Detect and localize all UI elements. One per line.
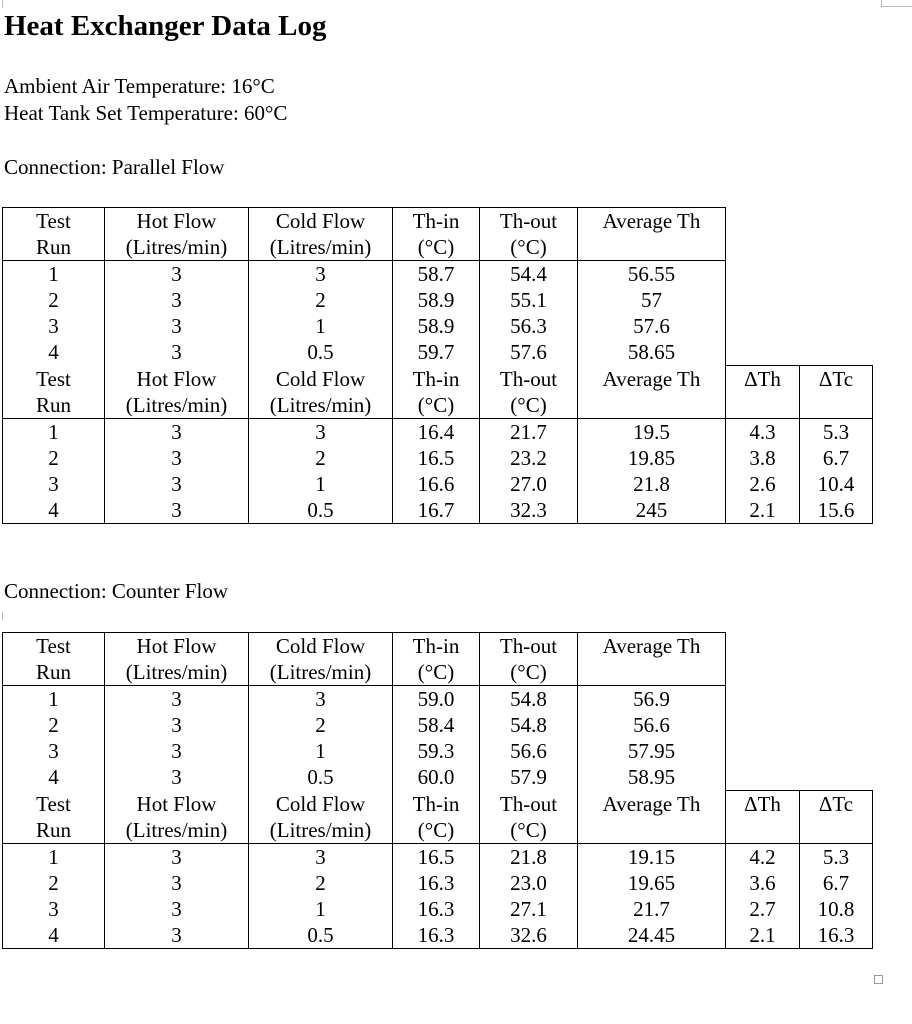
table-cell: 0.5 bbox=[249, 922, 393, 949]
table-cell: 2 bbox=[249, 712, 393, 738]
table-cell: 1 bbox=[3, 261, 105, 288]
table-row bbox=[3, 712, 873, 738]
page-title: Heat Exchanger Data Log bbox=[4, 10, 327, 42]
column-header: Th-in bbox=[393, 208, 480, 235]
table-cell: 2.1 bbox=[726, 497, 800, 524]
empty-cell bbox=[800, 659, 873, 686]
table-cell: 3 bbox=[249, 686, 393, 713]
table-cell: 3 bbox=[105, 844, 249, 871]
table-row bbox=[3, 922, 873, 949]
table-cell: 2 bbox=[249, 445, 393, 471]
table-cell: 1 bbox=[249, 471, 393, 497]
table-row bbox=[3, 261, 873, 288]
table-cell: 2.1 bbox=[726, 922, 800, 949]
table-header-row bbox=[3, 208, 873, 235]
column-header: Average Th bbox=[578, 791, 726, 818]
table-cell: 3 bbox=[105, 313, 249, 339]
table-header-row bbox=[3, 659, 873, 686]
table-cell: 3 bbox=[105, 445, 249, 471]
table-cell: 5.3 bbox=[800, 419, 873, 446]
table-cell: 19.5 bbox=[578, 419, 726, 446]
page-margin-mark bbox=[2, 612, 3, 620]
table-cell: 1 bbox=[3, 686, 105, 713]
page-corner-mark bbox=[881, 0, 912, 7]
table-cell: 58.95 bbox=[578, 764, 726, 791]
table-cell: 2 bbox=[3, 712, 105, 738]
column-header: Test bbox=[3, 633, 105, 660]
table-cell: 15.6 bbox=[800, 497, 873, 524]
column-header: (Litres/min) bbox=[105, 659, 249, 686]
table-cell: 32.3 bbox=[480, 497, 578, 524]
table-resize-handle[interactable] bbox=[874, 975, 883, 984]
table-cell: 3 bbox=[105, 261, 249, 288]
table-cell: 0.5 bbox=[249, 497, 393, 524]
column-header: Test bbox=[3, 791, 105, 818]
column-header: (°C) bbox=[480, 392, 578, 419]
table-cell: 21.7 bbox=[480, 419, 578, 446]
ambient-temperature: Ambient Air Temperature: 16°C bbox=[4, 74, 275, 98]
table-cell: 3 bbox=[105, 922, 249, 949]
column-header: (°C) bbox=[393, 659, 480, 686]
table-cell: 19.85 bbox=[578, 445, 726, 471]
table-cell: 56.6 bbox=[480, 738, 578, 764]
empty-cell bbox=[726, 764, 800, 791]
table-cell: 3 bbox=[105, 764, 249, 791]
column-header: Run bbox=[3, 659, 105, 686]
data-table-parallel bbox=[2, 207, 873, 524]
table-cell: 1 bbox=[249, 896, 393, 922]
table-cell: 4.3 bbox=[726, 419, 800, 446]
table-cell: 23.0 bbox=[480, 870, 578, 896]
table-cell: 16.4 bbox=[393, 419, 480, 446]
column-header: Hot Flow bbox=[105, 208, 249, 235]
table-cell: 5.3 bbox=[800, 844, 873, 871]
column-header: Cold Flow bbox=[249, 633, 393, 660]
table-row bbox=[3, 471, 873, 497]
empty-cell bbox=[800, 738, 873, 764]
empty-cell bbox=[726, 686, 800, 713]
table-cell: 1 bbox=[249, 313, 393, 339]
column-header: Run bbox=[3, 817, 105, 844]
column-header: (°C) bbox=[480, 817, 578, 844]
column-header: Th-out bbox=[480, 791, 578, 818]
table-cell: 59.3 bbox=[393, 738, 480, 764]
table-cell: 3.8 bbox=[726, 445, 800, 471]
table-cell: 2 bbox=[249, 870, 393, 896]
column-header bbox=[726, 817, 800, 844]
column-header: Run bbox=[3, 234, 105, 261]
table-cell: 21.8 bbox=[578, 471, 726, 497]
column-header bbox=[578, 392, 726, 419]
column-header: (°C) bbox=[393, 817, 480, 844]
table-cell: 0.5 bbox=[249, 339, 393, 366]
table-cell: 57.95 bbox=[578, 738, 726, 764]
table-cell: 57.6 bbox=[480, 339, 578, 366]
table-cell: 60.0 bbox=[393, 764, 480, 791]
table-row bbox=[3, 896, 873, 922]
table-cell: 3 bbox=[105, 896, 249, 922]
empty-cell bbox=[800, 686, 873, 713]
table-cell: 4 bbox=[3, 922, 105, 949]
connection-label-counter: Connection: Counter Flow bbox=[4, 579, 228, 603]
empty-cell bbox=[726, 234, 800, 261]
table-cell: 10.8 bbox=[800, 896, 873, 922]
table-cell: 2.7 bbox=[726, 896, 800, 922]
table-cell: 56.9 bbox=[578, 686, 726, 713]
table-cell: 58.65 bbox=[578, 339, 726, 366]
table-cell: 4 bbox=[3, 497, 105, 524]
column-header: Cold Flow bbox=[249, 791, 393, 818]
empty-cell bbox=[726, 339, 800, 366]
table-cell: 54.8 bbox=[480, 712, 578, 738]
column-header: ΔTh bbox=[726, 791, 800, 818]
table-cell: 3 bbox=[249, 419, 393, 446]
table-row bbox=[3, 870, 873, 896]
table-row bbox=[3, 419, 873, 446]
table-cell: 57.9 bbox=[480, 764, 578, 791]
table-cell: 16.3 bbox=[393, 870, 480, 896]
table-header-row bbox=[3, 791, 873, 818]
column-header: Test bbox=[3, 366, 105, 393]
data-table-counter bbox=[2, 632, 873, 949]
table-cell: 32.6 bbox=[480, 922, 578, 949]
column-header: (°C) bbox=[480, 659, 578, 686]
table-cell: 19.15 bbox=[578, 844, 726, 871]
column-header: Cold Flow bbox=[249, 366, 393, 393]
column-header: Cold Flow bbox=[249, 208, 393, 235]
empty-cell bbox=[800, 339, 873, 366]
empty-cell bbox=[726, 633, 800, 660]
table-cell: 19.65 bbox=[578, 870, 726, 896]
empty-cell bbox=[726, 659, 800, 686]
column-header bbox=[578, 659, 726, 686]
column-header: (°C) bbox=[393, 234, 480, 261]
table-cell: 16.3 bbox=[393, 896, 480, 922]
table-cell: 58.7 bbox=[393, 261, 480, 288]
table-cell: 2.6 bbox=[726, 471, 800, 497]
column-header: Hot Flow bbox=[105, 633, 249, 660]
column-header: Th-out bbox=[480, 366, 578, 393]
empty-cell bbox=[800, 208, 873, 235]
column-header: (Litres/min) bbox=[105, 817, 249, 844]
column-header: (Litres/min) bbox=[249, 817, 393, 844]
table-row bbox=[3, 445, 873, 471]
column-header bbox=[578, 234, 726, 261]
column-header: ΔTc bbox=[800, 366, 873, 393]
column-header: Hot Flow bbox=[105, 366, 249, 393]
table-cell: 27.1 bbox=[480, 896, 578, 922]
table-cell: 27.0 bbox=[480, 471, 578, 497]
table-cell: 3.6 bbox=[726, 870, 800, 896]
table-cell: 56.3 bbox=[480, 313, 578, 339]
table-cell: 0.5 bbox=[249, 764, 393, 791]
table-cell: 3 bbox=[3, 471, 105, 497]
table-cell: 3 bbox=[105, 712, 249, 738]
empty-cell bbox=[726, 313, 800, 339]
table-cell: 2 bbox=[3, 445, 105, 471]
table-row bbox=[3, 686, 873, 713]
table-header-row bbox=[3, 392, 873, 419]
column-header bbox=[800, 817, 873, 844]
empty-cell bbox=[800, 287, 873, 313]
column-header: Run bbox=[3, 392, 105, 419]
table-cell: 16.3 bbox=[800, 922, 873, 949]
table-cell: 54.4 bbox=[480, 261, 578, 288]
column-header: Hot Flow bbox=[105, 791, 249, 818]
column-header: Th-out bbox=[480, 633, 578, 660]
column-header: (°C) bbox=[393, 392, 480, 419]
table-cell: 1 bbox=[249, 738, 393, 764]
table-cell: 16.5 bbox=[393, 445, 480, 471]
table-cell: 3 bbox=[105, 497, 249, 524]
column-header: Average Th bbox=[578, 633, 726, 660]
column-header bbox=[578, 817, 726, 844]
column-header: Th-out bbox=[480, 208, 578, 235]
table-cell: 16.6 bbox=[393, 471, 480, 497]
table-cell: 3 bbox=[105, 339, 249, 366]
table-cell: 24.45 bbox=[578, 922, 726, 949]
column-header bbox=[726, 392, 800, 419]
table-cell: 58.9 bbox=[393, 287, 480, 313]
table-cell: 56.6 bbox=[578, 712, 726, 738]
table-cell: 3 bbox=[105, 419, 249, 446]
table-cell: 4 bbox=[3, 764, 105, 791]
table-cell: 6.7 bbox=[800, 445, 873, 471]
table-cell: 2 bbox=[3, 870, 105, 896]
table-cell: 3 bbox=[3, 313, 105, 339]
column-header bbox=[800, 392, 873, 419]
empty-cell bbox=[726, 208, 800, 235]
table-row bbox=[3, 313, 873, 339]
table-header-row bbox=[3, 633, 873, 660]
column-header: Average Th bbox=[578, 366, 726, 393]
table-cell: 2 bbox=[3, 287, 105, 313]
table-cell: 16.7 bbox=[393, 497, 480, 524]
table-cell: 57 bbox=[578, 287, 726, 313]
column-header: Th-in bbox=[393, 366, 480, 393]
table-cell: 3 bbox=[3, 896, 105, 922]
table-cell: 21.8 bbox=[480, 844, 578, 871]
empty-cell bbox=[726, 261, 800, 288]
table-cell: 57.6 bbox=[578, 313, 726, 339]
table-cell: 55.1 bbox=[480, 287, 578, 313]
table-row bbox=[3, 764, 873, 791]
connection-label-parallel: Connection: Parallel Flow bbox=[4, 155, 225, 179]
table-row bbox=[3, 497, 873, 524]
table-cell: 3 bbox=[105, 738, 249, 764]
table-header-row bbox=[3, 234, 873, 261]
table-cell: 21.7 bbox=[578, 896, 726, 922]
table-row bbox=[3, 287, 873, 313]
table-cell: 59.7 bbox=[393, 339, 480, 366]
column-header: Th-in bbox=[393, 791, 480, 818]
table-row bbox=[3, 738, 873, 764]
empty-cell bbox=[800, 261, 873, 288]
table-cell: 59.0 bbox=[393, 686, 480, 713]
table-cell: 54.8 bbox=[480, 686, 578, 713]
empty-cell bbox=[800, 633, 873, 660]
column-header: Th-in bbox=[393, 633, 480, 660]
table-cell: 56.55 bbox=[578, 261, 726, 288]
table-cell: 23.2 bbox=[480, 445, 578, 471]
table-cell: 3 bbox=[105, 287, 249, 313]
table-cell: 58.4 bbox=[393, 712, 480, 738]
table-cell: 1 bbox=[3, 419, 105, 446]
table-cell: 245 bbox=[578, 497, 726, 524]
column-header: ΔTh bbox=[726, 366, 800, 393]
table-cell: 10.4 bbox=[800, 471, 873, 497]
table-cell: 3 bbox=[249, 261, 393, 288]
table-header-row bbox=[3, 366, 873, 393]
column-header: ΔTc bbox=[800, 791, 873, 818]
column-header: (Litres/min) bbox=[249, 234, 393, 261]
table-cell: 6.7 bbox=[800, 870, 873, 896]
column-header: (Litres/min) bbox=[249, 659, 393, 686]
empty-cell bbox=[800, 313, 873, 339]
column-header: Test bbox=[3, 208, 105, 235]
column-header: (Litres/min) bbox=[105, 392, 249, 419]
table-cell: 16.5 bbox=[393, 844, 480, 871]
table-cell: 2 bbox=[249, 287, 393, 313]
table-header-row bbox=[3, 817, 873, 844]
table-row bbox=[3, 844, 873, 871]
table-cell: 58.9 bbox=[393, 313, 480, 339]
empty-cell bbox=[726, 738, 800, 764]
table-cell: 3 bbox=[105, 870, 249, 896]
table-cell: 3 bbox=[105, 471, 249, 497]
table-cell: 4 bbox=[3, 339, 105, 366]
empty-cell bbox=[800, 764, 873, 791]
set-temperature: Heat Tank Set Temperature: 60°C bbox=[4, 101, 288, 125]
table-cell: 3 bbox=[249, 844, 393, 871]
table-cell: 1 bbox=[3, 844, 105, 871]
empty-cell bbox=[800, 234, 873, 261]
table-cell: 4.2 bbox=[726, 844, 800, 871]
page-margin-mark bbox=[2, 0, 3, 8]
table-cell: 3 bbox=[105, 686, 249, 713]
empty-cell bbox=[726, 712, 800, 738]
empty-cell bbox=[726, 287, 800, 313]
column-header: Average Th bbox=[578, 208, 726, 235]
table-row bbox=[3, 339, 873, 366]
table-cell: 16.3 bbox=[393, 922, 480, 949]
column-header: (°C) bbox=[480, 234, 578, 261]
empty-cell bbox=[800, 712, 873, 738]
column-header: (Litres/min) bbox=[105, 234, 249, 261]
table-cell: 3 bbox=[3, 738, 105, 764]
column-header: (Litres/min) bbox=[249, 392, 393, 419]
